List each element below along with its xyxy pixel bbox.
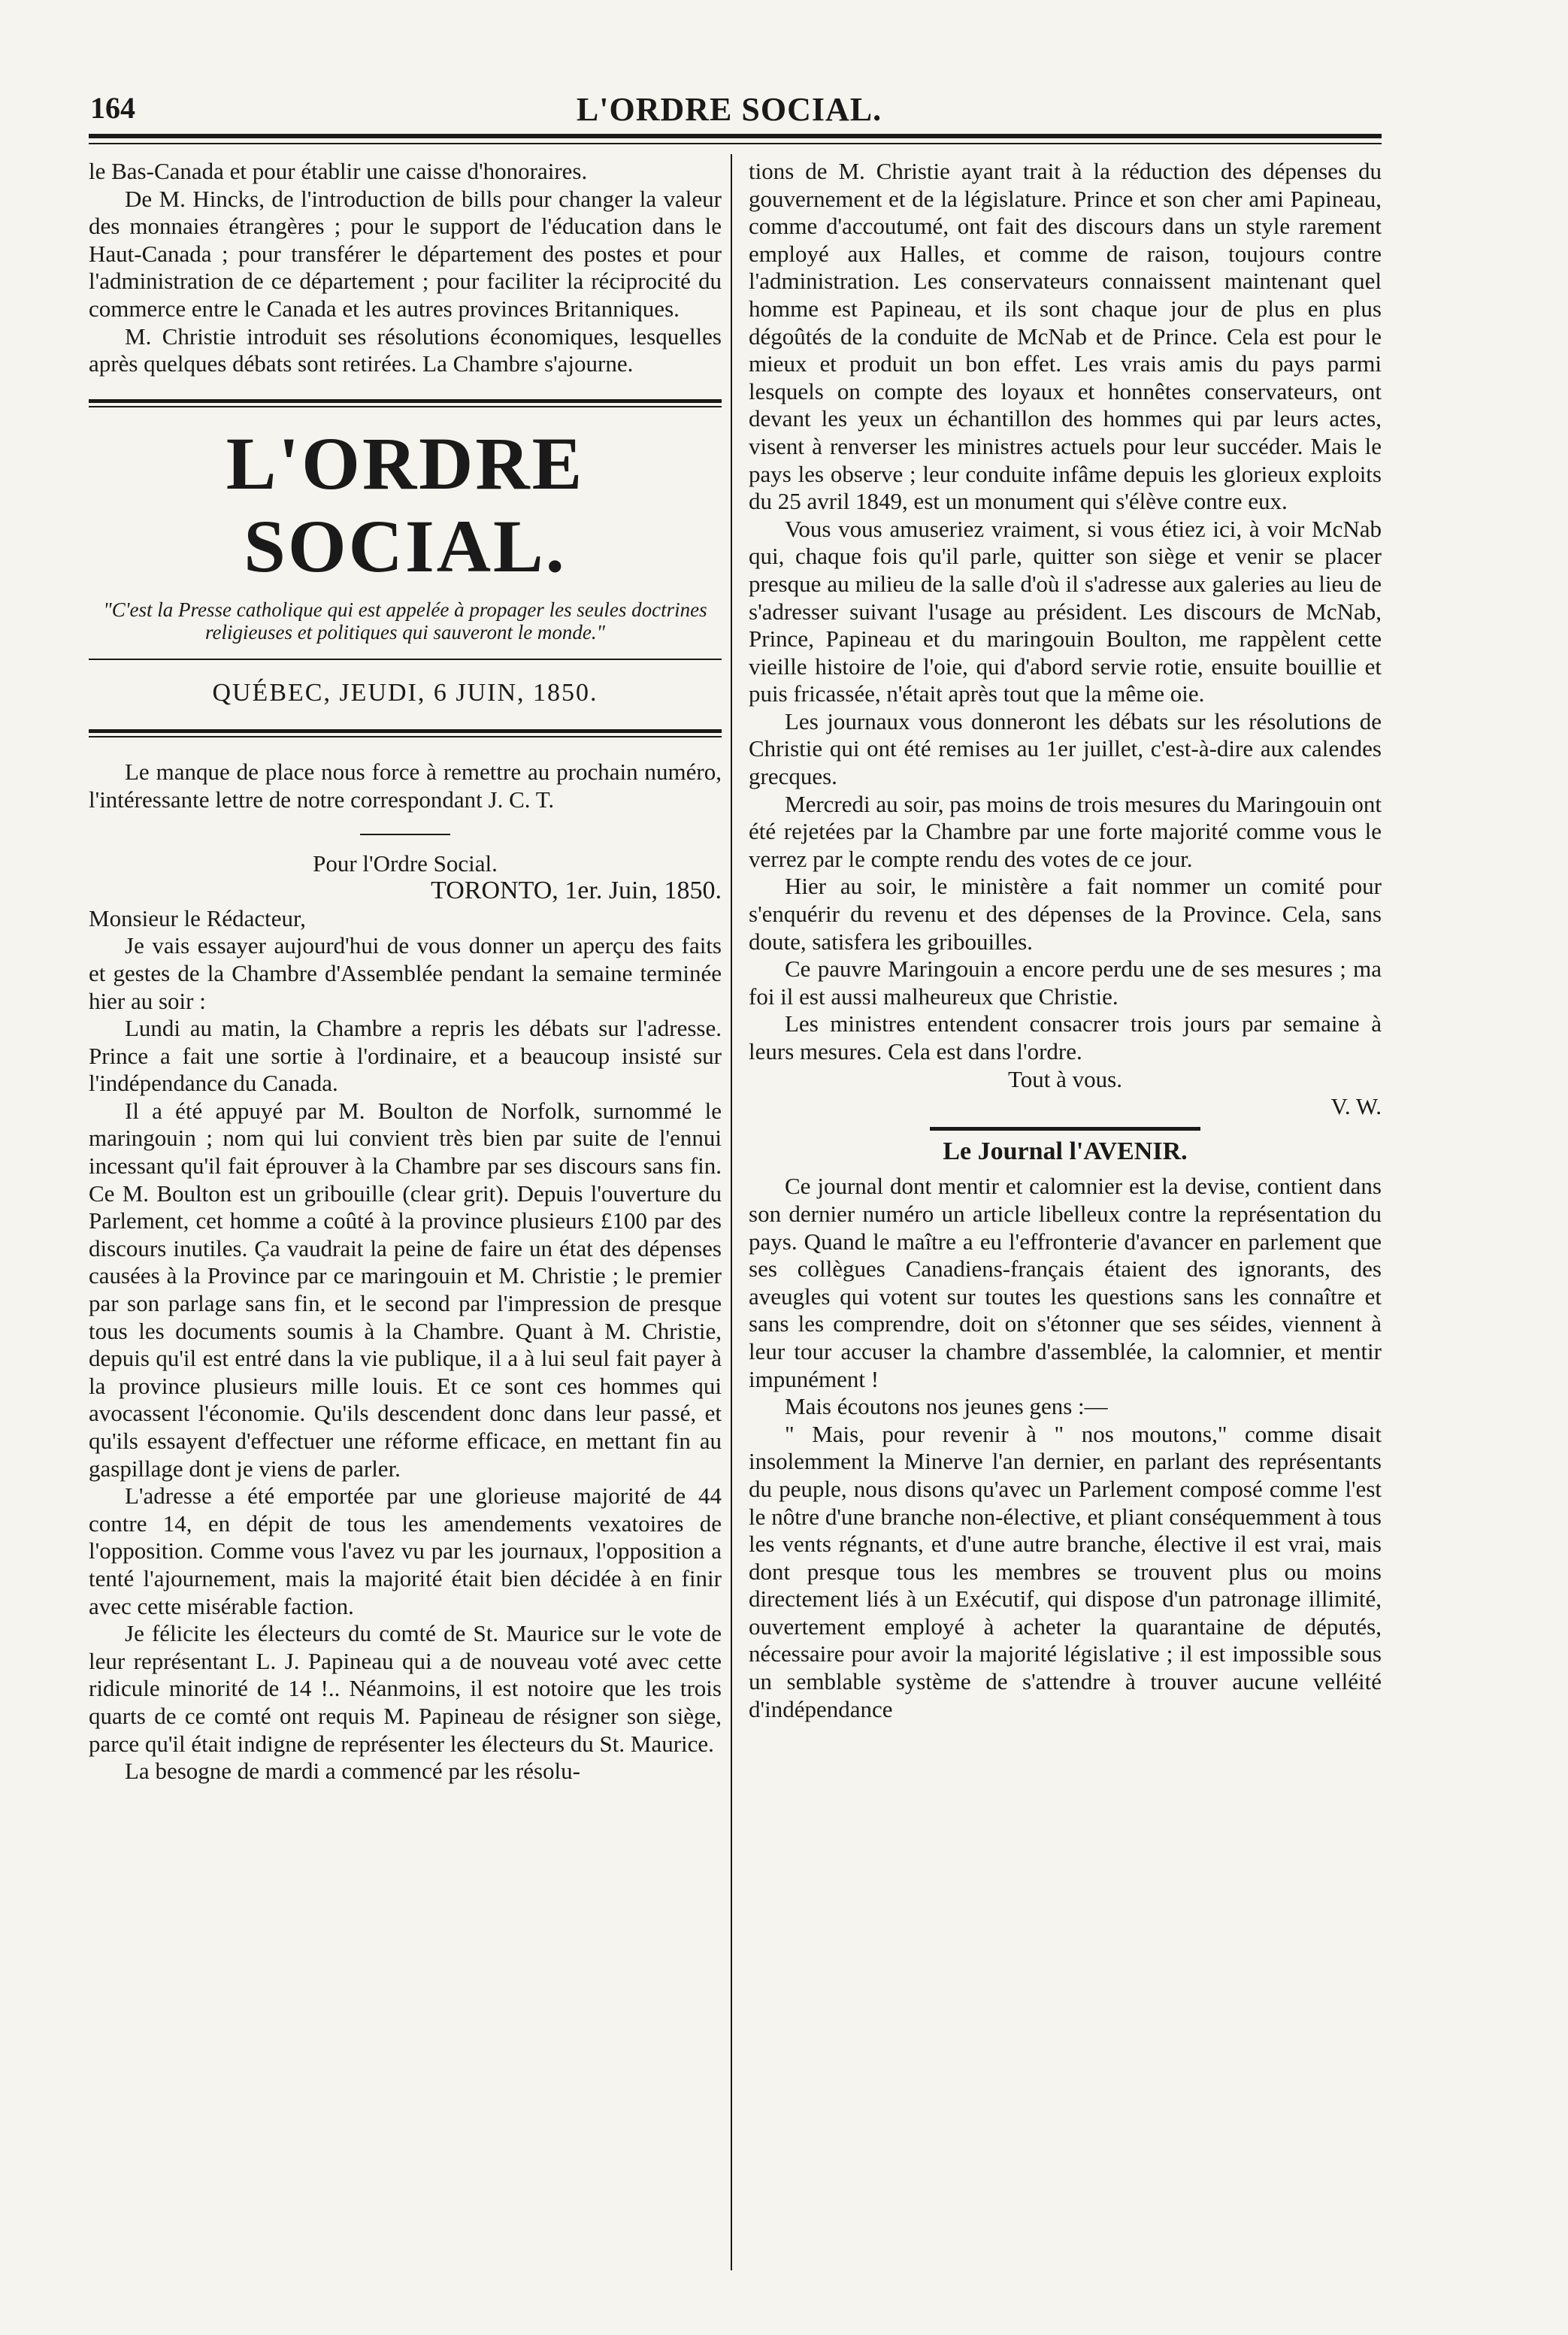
column-divider bbox=[731, 154, 732, 2270]
letter-heading: Pour l'Ordre Social. bbox=[313, 850, 498, 877]
letter-paragraph: Les ministres entendent consacrer trois jours par semaine à leurs mesures. Cela est dans l'ordre. bbox=[749, 1010, 1382, 1065]
letter-paragraph: Lundi au matin, la Chambre a repris les débats sur l'adresse. Prince a fait une sortie à l'ordinaire, et a beaucoup insisté sur l'indépendance du Canada. bbox=[89, 1015, 722, 1097]
letter-paragraph: Hier au soir, le ministère a fait nommer un comité pour s'enquérir du revenu et des dépenses de la Province. Cela, sans doute, satisfera les gribouilles. bbox=[749, 873, 1382, 955]
letter-place-date: TORONTO, 1er. Juin, 1850. bbox=[431, 877, 722, 905]
editor-notice: Le manque de place nous force à remettre au prochain numéro, l'intéressante lettre de notre correspondant J. C. T. bbox=[89, 759, 722, 813]
letter-closing: Tout à vous. bbox=[1008, 1065, 1122, 1092]
running-title: L'ORDRE SOCIAL. bbox=[576, 91, 882, 128]
dateline: QUÉBEC, JEUDI, 6 JUIN, 1850. bbox=[212, 678, 598, 707]
intro-paragraph: De M. Hincks, de l'introduction de bills pour changer la valeur des monnaies étrangères ; pour le support de l'éducation dans le Haut-Canada ; pour transférer le département des postes et pour l'administration de ce département ; pour faciliter la réciprocité du commerce entre le Canada et les autres provinces Britanniques. bbox=[89, 185, 722, 322]
letter-paragraph: Vous vous amuseriez vraiment, si vous étiez ici, à voir McNab qui, chaque fois qu'il parle, quitter son siège et venir se placer presque au milieu de la salle d'où il s'adresse aux galeries au lieu de s'adresser suivant l'usage au président. Les discours de McNab, Prince, Papineau et du maringouin Boulton, me rappèlent cette vieille histoire de l'oie, qui d'abord servie rotie, ensuite bouillie et puis fricassée, n'était après tout que la même oie. bbox=[749, 515, 1382, 707]
article-paragraph: Ce journal dont mentir et calomnier est la devise, contient dans son dernier numéro un article libelleux contre la représentation du pays. Quand le maître a eu l'effronterie d'avancer en parlement que ses collègues Canadiens-français étaient des ignorants, des aveugles qui votent sur toutes les questions sans les connaître et sans les comprendre, doit on s'étonner que ses séides, viennent à leur tour accuser la chambre d'assemblée, la calomnier, et mentir impunément ! bbox=[749, 1173, 1382, 1392]
spacer bbox=[89, 378, 722, 399]
header-rule-thin bbox=[89, 143, 1382, 144]
letter-paragraph: L'adresse a été emportée par une glorieuse majorité de 44 contre 14, en dépit de tous les amendements vexatoires de l'opposition. Comme vous l'avez vu par les journaux, l'opposition a tenté l'ajournement, mais la majorité était bien décidée à en finir avec cette misérable faction. bbox=[89, 1482, 722, 1619]
letter-paragraph: Je vais essayer aujourd'hui de vous donner un aperçu des faits et gestes de la Chambre d'Assemblée pendant la semaine terminée hier au soir : bbox=[89, 932, 722, 1014]
dateline-rule-top bbox=[89, 659, 722, 660]
letter-paragraph: tions de M. Christie ayant trait à la réduction des dépenses du gouvernement et de la législature. Prince et son cher ami Papineau, comme d'accoutumé, ont fait des discours dans un style rarement employé aux Halles, et comme de raison, toujours contre l'administration. Les conservateurs connaissent maintenant quel homme est Papineau, et ils sont chaque jour de plus en plus dégoûtés de la conduite de McNab et de Prince. Cela est pour le mieux et produit un bon effet. Les vrais amis du pays parmi lesquels on compte des loyaux et honnêtes conservateurs, ont devant les yeux un échantillon des hommes qui par leurs actes, visent à renverser les ministres actuels pour leur succéder. Mais le pays les observe ; leur conduite infâme depuis les glorieux exploits du 25 avril 1849, est un monument qui s'élève contre eux. bbox=[749, 158, 1382, 515]
page-number: 164 bbox=[90, 91, 135, 125]
letter-paragraph: La besogne de mardi a commencé par les résolu- bbox=[125, 1758, 580, 1785]
dateline-rule-bottom bbox=[89, 729, 722, 733]
masthead-rule-top bbox=[89, 399, 722, 403]
intro-paragraph: le Bas-Canada et pour établir une caisse d'honoraires. bbox=[89, 158, 588, 184]
masthead-rule-top-thin bbox=[89, 406, 722, 407]
letter-paragraph: Les journaux vous donneront les débats sur les résolutions de Christie qui ont été remises au 1er juillet, c'est-à-dire aux calendes grecques. bbox=[749, 707, 1382, 790]
notice-rule bbox=[360, 834, 450, 835]
article-rule bbox=[930, 1127, 1200, 1131]
article-paragraph: " Mais, pour revenir à " nos moutons," comme disait insolemment la Minerve l'an dernier, en parlant des représentants du peuple, nous disons qu'avec un Parlement composé comme l'est le nôtre d'une branche non-élective, et pliant conséquemment à tous les vents régnants, et d'une autre branche, élective il est vrai, mais dont presque tous les membres se trouvent plus ou moins directement liés à un Exécutif, qui dispose d'un patronage illimité, ouvertement employé à acheter la quarantaine de députés, nécessaire pour avoir la majorité législative ; il est impossible sous un semblable système de s'attendre à trouver aucune velléité d'indépendance bbox=[749, 1420, 1382, 1722]
article-title: Le Journal l'AVENIR. bbox=[943, 1137, 1188, 1165]
letter-paragraph: Il a été appuyé par M. Boulton de Norfolk, surnommé le maringouin ; nom qui lui convient très bien par suite de l'ennui incessant qu'il fait éprouver à la Chambre par ses discours sans fin. Ce M. Boulton est un gribouille (clear grit). Depuis l'ouverture du Parlement, cet homme a coûté à la province plusieurs £100 par des discours inutiles. Ça vaudrait la peine de faire un état des dépenses causées à la Province par ce maringouin et M. Christie ; le premier par son parlage sans fin, et le second par l'impression de presque tous les documents soumis à la Chambre. Quant à M. Christie, depuis qu'il est entré dans la vie publique, il a à lui seul fait payer à la province plusieurs mille louis. Et ce sont ces hommes qui avocassent l'économie. Qu'ils descendent donc dans leur passé, et qu'ils essayent d'effectuer une réforme efficace, en mettant fin au gaspillage dont je viens de parler. bbox=[89, 1097, 722, 1482]
masthead-motto: "C'est la Presse catholique qui est appelée à propager les seules doctrines religieuses et politiques qui sauveront le monde." bbox=[103, 598, 707, 644]
right-column bbox=[749, 158, 1382, 1723]
letter-signature: V. W. bbox=[1330, 1093, 1382, 1120]
article-paragraph: Mais écoutons nos jeunes gens :— bbox=[785, 1393, 1108, 1420]
letter-salutation: Monsieur le Rédacteur, bbox=[89, 904, 306, 931]
header-rule bbox=[89, 134, 1382, 138]
letter-paragraph: Ce pauvre Maringouin a encore perdu une de ses mesures ; ma foi il est aussi malheureux que Christie. bbox=[749, 956, 1382, 1010]
intro-paragraph: M. Christie introduit ses résolutions économiques, lesquelles après quelques débats sont retirées. La Chambre s'ajourne. bbox=[89, 323, 722, 377]
masthead-title: L'ORDRE SOCIAL. bbox=[226, 421, 585, 588]
letter-paragraph: Je félicite les électeurs du comté de St. Maurice sur le vote de leur représentant L. J. Papineau qui a de nouveau voté avec cette ridicule minorité de 14 !.. Néanmoins, il est notoire que les trois quarts de ce comté ont requis M. Papineau de résigner son siège, parce qu'il était indigne de représenter les électeurs du St. Maurice. bbox=[89, 1620, 722, 1757]
left-column bbox=[89, 158, 722, 1785]
spacer bbox=[89, 737, 722, 759]
letter-paragraph: Mercredi au soir, pas moins de trois mesures du Maringouin ont été rejetées par la Chambre par une forte majorité comme vous le verrez par le compte rendu des votes de ce jour. bbox=[749, 790, 1382, 872]
